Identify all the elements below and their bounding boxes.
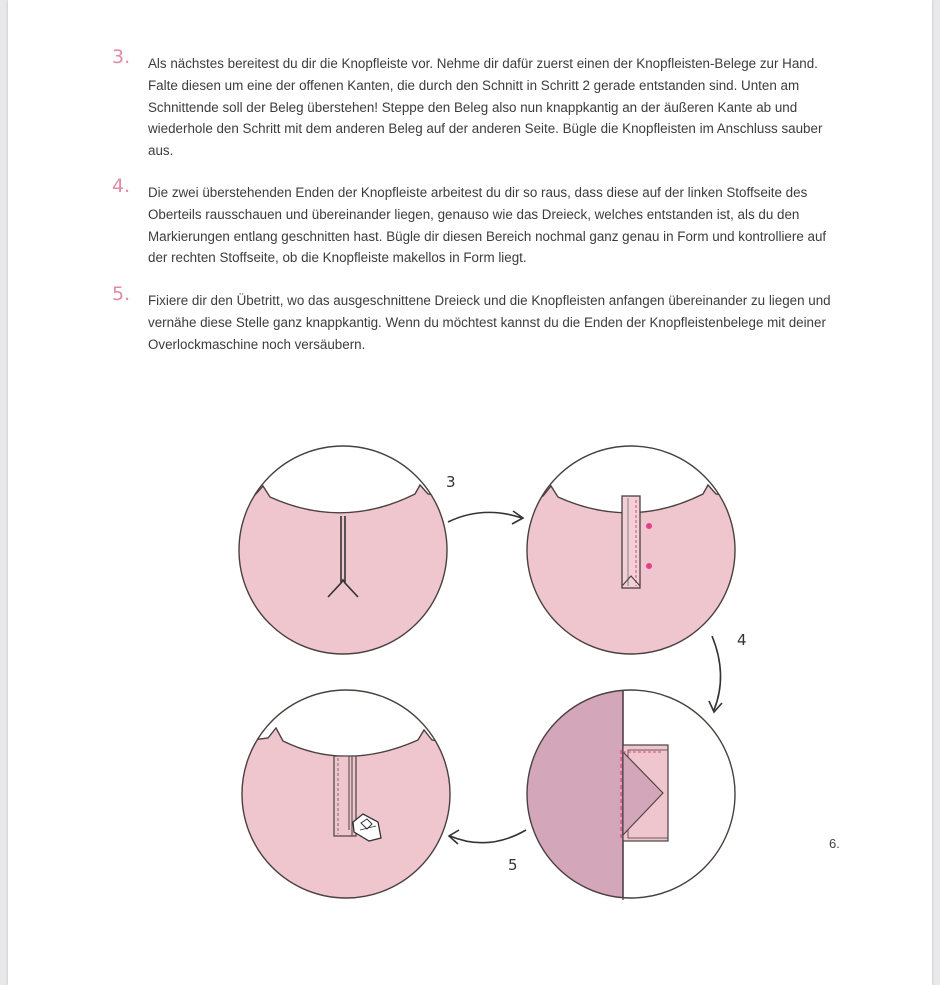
sewing-illustration	[8, 0, 932, 985]
arrow-label-4: 4	[737, 631, 747, 649]
step-text: Als nächstes bereitest du dir die Knopfleiste vor. Nehme dir dafür zuerst einen der Knopfleisten-Belege zur Hand. Falte diesen um eine der offenen Kanten, die durch den Schnitt in Schritt 2 gerade entstanden sind. Unten am Schnittende soll der Beleg überstehen! Steppe den Beleg also nun knappkantig an der äußeren Kante ab und wiederhole den Schritt mit dem anderen Beleg auf der anderen Seite. Bügle die Knopfleisten im Anschluss sauber aus.	[148, 56, 823, 159]
document-page	[8, 0, 932, 985]
step-number: 4.	[112, 175, 131, 197]
step-number: 5.	[112, 283, 131, 305]
step-number: 3.	[112, 46, 131, 68]
arrow-step-5	[449, 830, 526, 874]
step-text: Fixiere dir den Übetritt, wo das ausgeschnittene Dreieck und die Knopfleisten anfangen übereinander zu liegen und vernähe diese Stelle ganz knappkantig. Wenn du möchtest kannst du die Enden der Knopfleistenbelege mit deiner Overlockmaschine noch versäubern.	[148, 293, 831, 352]
arrow-label-5: 5	[508, 856, 518, 874]
step-3-start-diagram	[208, 446, 478, 700]
step-3-result-diagram	[498, 446, 768, 700]
arrow-step-3	[446, 473, 523, 524]
page-number: 6.	[829, 836, 840, 851]
arrow-label-3: 3	[446, 473, 456, 491]
step-text: Die zwei überstehenden Enden der Knopfleiste arbeitest du dir so raus, dass diese auf der linken Stoffseite des Oberteils rausschauen und übereinander liegen, genauso wie das Dreieck, welches entstanden ist, als du den Markierungen entlang geschnitten hast. Bügle dir diesen Bereich nochmal ganz genau in Form und kontrolliere auf der rechten Stoffseite, ob die Knopfleiste makellos in Form liegt.	[148, 185, 827, 266]
step-4-diagram	[508, 680, 735, 910]
step-5-diagram	[213, 690, 488, 940]
arrow-step-4	[709, 631, 747, 712]
